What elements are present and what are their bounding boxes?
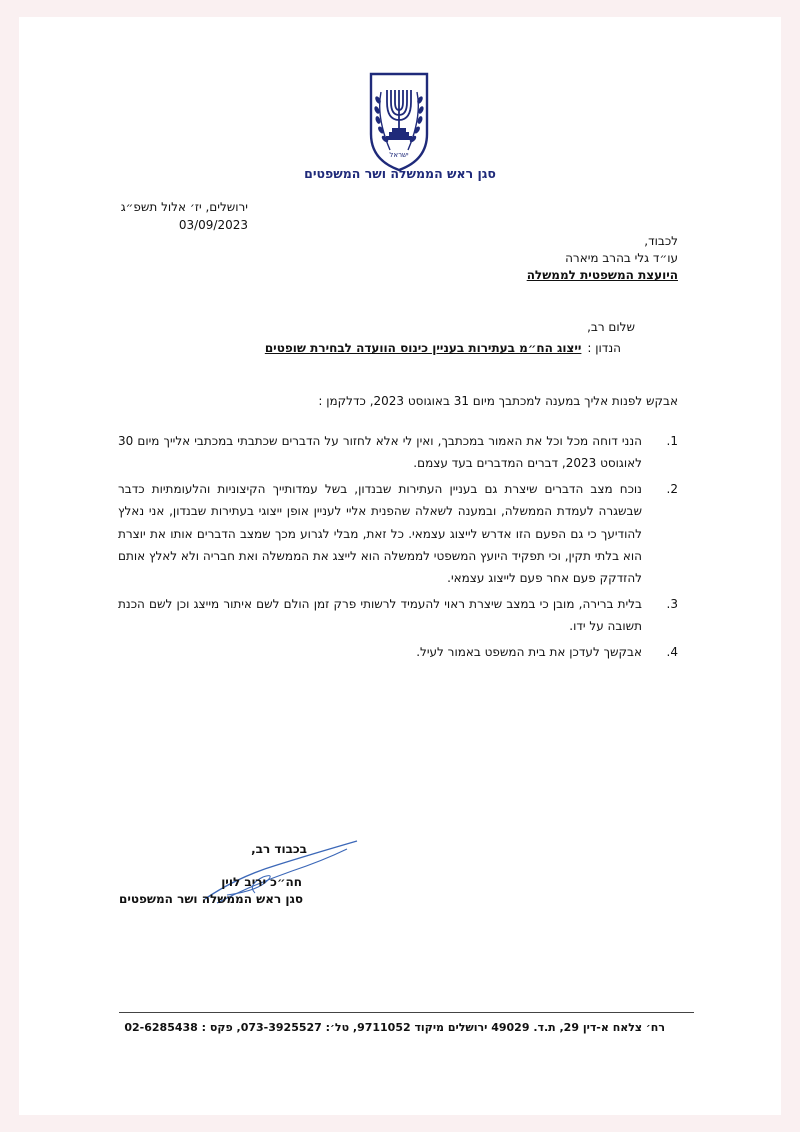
point-text: אבקשך לעדכן את בית המשפט באמור לעיל.: [416, 644, 642, 659]
point-number: 2.: [666, 481, 678, 496]
signer-title: סגן ראש הממשלה ושר המשפטים: [118, 892, 303, 906]
recipient-to: לכבוד,: [644, 234, 678, 248]
list-item: [118, 641, 678, 663]
place-date-block: [121, 198, 248, 234]
date-line: 03/09/2023: [178, 218, 248, 232]
point-text: בלית ברירה, מובן כי במצב שיצרת ראוי להעמיד לרשותי פרק זמן הולם לשם איתור מייצג וכן לשם הכנת תשובה על ידו.: [118, 596, 642, 634]
point-number: 4.: [666, 644, 678, 659]
recipient-block: [527, 233, 678, 284]
subject-text: ייצוג הח״מ בעתירות בעניין כינוס הוועדה לבחירת שופטים: [264, 341, 582, 355]
point-text: נוכח מצב הדברים שיצרת גם בעניין העתירות שבנדון, בשל עמדותייך הקיצוניות והלעומתיות כדבר שבשגרה לעמדת הממשלה, ובמענה לשאלה שהפנית אליי לעניין אופן ייצוגי בעתירות שבנדון, אני נאלץ להודיעך כי גם הפעם הזו אדרש לייצוג עצמאי. כל זאת, מבלי לגרוע מכך שמצב הדברים אותו את יוצרת הוא בלתי תקין, וכי תפקיד היועץ המשפטי לממשלה הוא לייצג את הממשלה ואת חבריה ולא לאלץ אותם להזדקק פעם אחר פעם לייצוג עצמאי.: [118, 481, 642, 586]
place-line: ירושלים, יז׳ אלול תשפ״ג: [120, 200, 248, 214]
list-item: [118, 430, 678, 475]
emblem-text: ישראל: [389, 151, 409, 159]
signer-name: חה״כ יריב לוין: [221, 875, 302, 889]
office-title: סגן ראש הממשלה ושר המשפטים: [304, 166, 496, 181]
point-number: 3.: [666, 596, 678, 611]
subject-line: [265, 341, 621, 355]
point-number: 1.: [666, 434, 678, 448]
numbered-points: [118, 430, 678, 666]
letter-page: [19, 17, 781, 1115]
signoff: בכבוד רב,: [251, 842, 307, 856]
greeting: שלום רב,: [587, 320, 635, 334]
footer-divider: [119, 1012, 694, 1013]
recipient-role: היועצת המשפטית לממשלה: [526, 268, 678, 282]
point-text: הנני דוחה מכל וכל את האמור במכתבך, ואין לי אלא לחזור על הדברים שכתבתי במכתבי אלייך מיום 30 לאוגוסט 2023, דברים המדברים בעד עצמם.: [118, 434, 642, 471]
subject-label: הנדון :: [587, 341, 621, 355]
menorah-emblem-icon: [368, 72, 430, 172]
list-item: [118, 478, 678, 590]
recipient-name: עו״ד גלי בהרב מיארה: [565, 251, 678, 265]
footer-address: רח׳ צלאח א-דין 29, ת.ד. 49029 ירושלים מיקוד 9711052, טל׳: 073-3925527, פקס : 02-6285438: [124, 1021, 665, 1034]
list-item: [118, 593, 678, 638]
intro-paragraph: אבקש לפנות אליך במענה למכתבך מיום 31 באוגוסט 2023, כדלקמן :: [318, 394, 678, 408]
